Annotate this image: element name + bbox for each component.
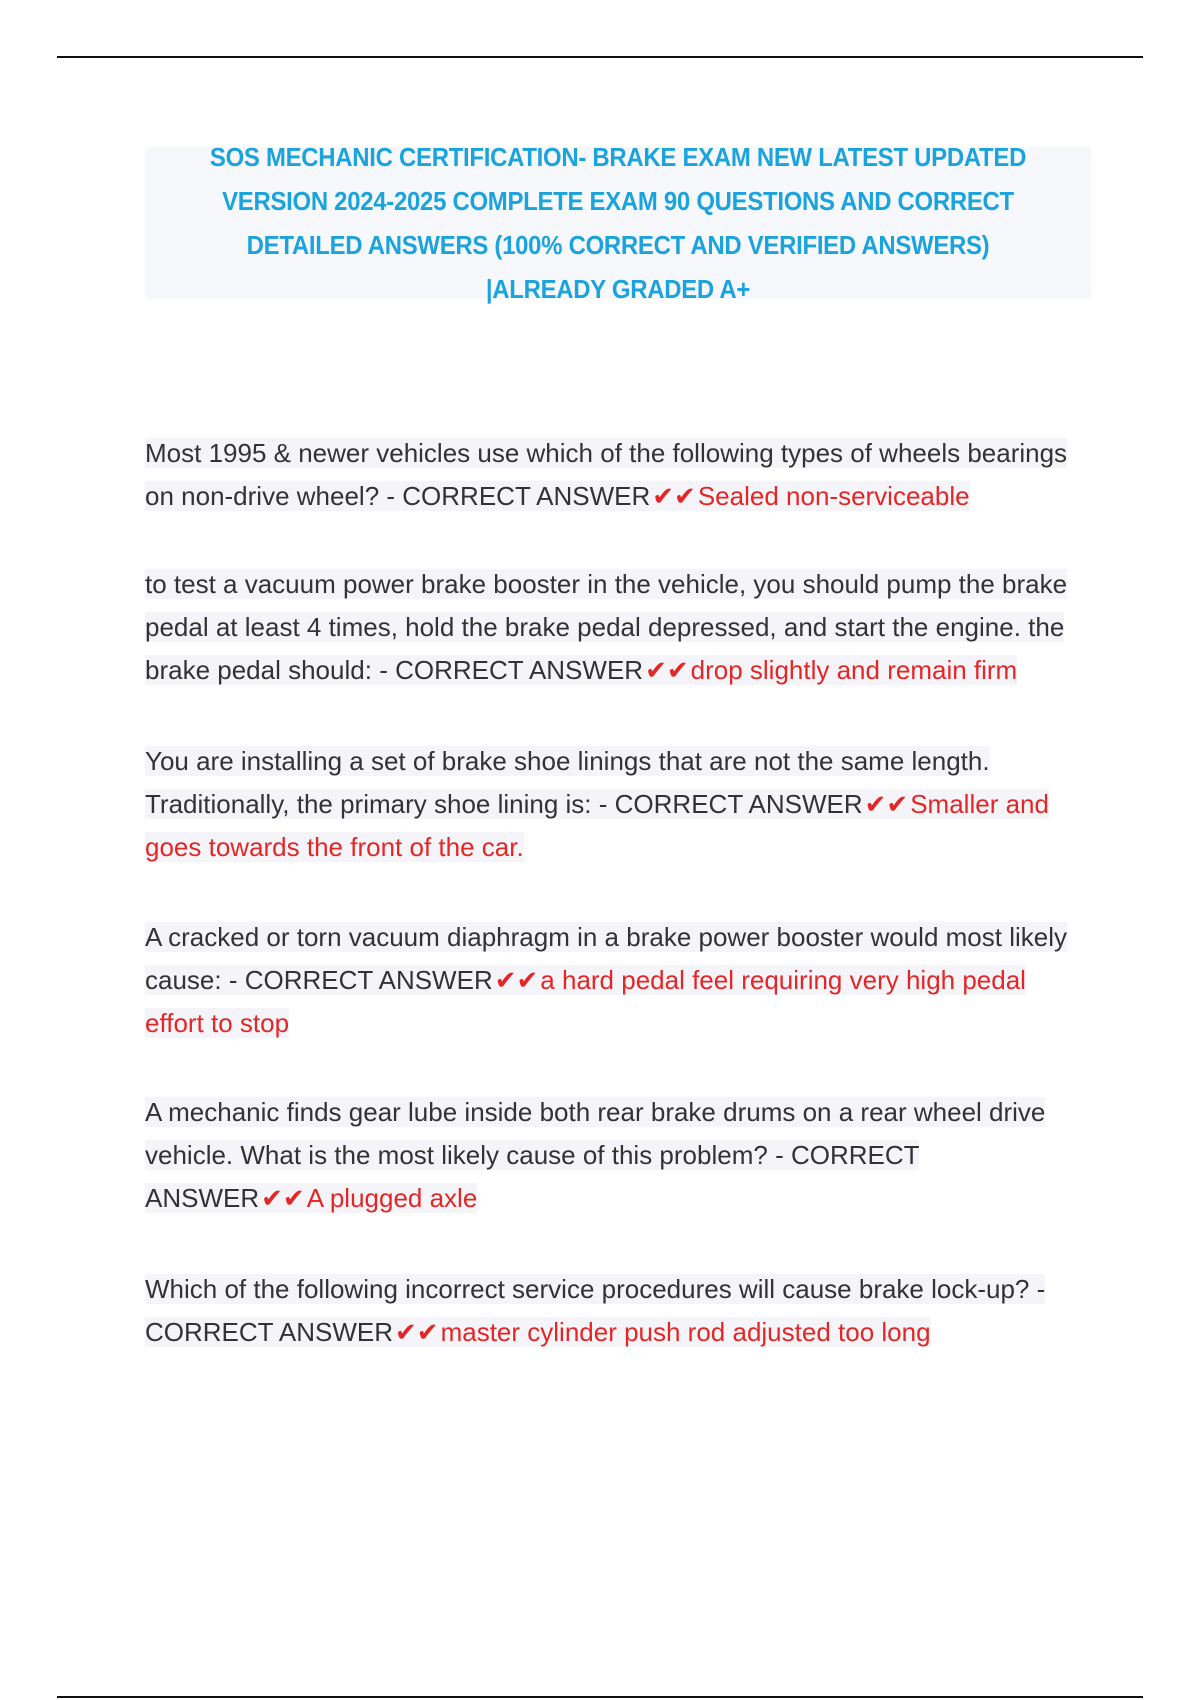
qa-item [145,1091,1090,1220]
document-title: SOS MECHANIC CERTIFICATION- BRAKE EXAM NEW LATEST UPDATED VERSION 2024-2025 COMPLETE EXAM 90 QUESTIONS AND CORRECT DETAILED ANSWERS (100% CORRECT AND VERIFIED ANSWERS) |ALREADY GRADED A+ [209,142,1027,304]
answer-text: drop slightly and remain firm [690,655,1018,685]
answer-text: master cylinder push rod adjusted too long [440,1317,931,1347]
qa-item [145,1268,1090,1354]
bottom-rule [57,1696,1143,1698]
check-mark-icon: ✔✔ [645,655,689,685]
answer-text: Sealed non-serviceable [697,481,970,511]
check-mark-icon: ✔✔ [261,1183,305,1213]
answer-text: A plugged axle [306,1183,478,1213]
correct-answer-label: - CORRECT ANSWER [145,1274,1046,1347]
correct-answer-label: - CORRECT ANSWER [145,1140,920,1213]
question-text: You are installing a set of brake shoe linings that are not the same length. Traditionally, the primary shoe lining is: [145,746,990,819]
qa-item [145,916,1090,1045]
title-banner [145,142,1091,304]
qa-item [145,563,1090,692]
answer-text: Smaller and goes towards the front of the car. [145,789,1049,862]
question-text: A mechanic finds gear lube inside both rear brake drums on a rear wheel drive vehicle. What is the most likely cause of this problem? [145,1097,1046,1170]
correct-answer-label: - CORRECT ANSWER [386,481,651,511]
correct-answer-label: - CORRECT ANSWER [379,655,644,685]
question-text: Most 1995 & newer vehicles use which of the following types of wheels bearings on non-drive wheel? [145,438,1068,511]
question-text: Which of the following incorrect service procedures will cause brake lock-up? [145,1274,1030,1304]
check-mark-icon: ✔✔ [864,789,909,819]
qa-item [145,432,1090,518]
check-mark-icon: ✔✔ [652,481,696,511]
question-text: A cracked or torn vacuum diaphragm in a brake power booster would most likely cause: [145,922,1067,995]
correct-answer-label: - CORRECT ANSWER [228,965,493,995]
correct-answer-label: - CORRECT ANSWER [598,789,863,819]
question-text: to test a vacuum power brake booster in the vehicle, you should pump the brake pedal at least 4 times, hold the brake pedal depressed, and start the engine. the brake pedal should: [145,569,1068,685]
check-mark-icon: ✔✔ [494,965,539,995]
qa-item [145,740,1090,869]
top-rule [57,56,1143,58]
answer-text: a hard pedal feel requiring very high pedal effort to stop [145,965,1026,1038]
check-mark-icon: ✔✔ [395,1317,439,1347]
